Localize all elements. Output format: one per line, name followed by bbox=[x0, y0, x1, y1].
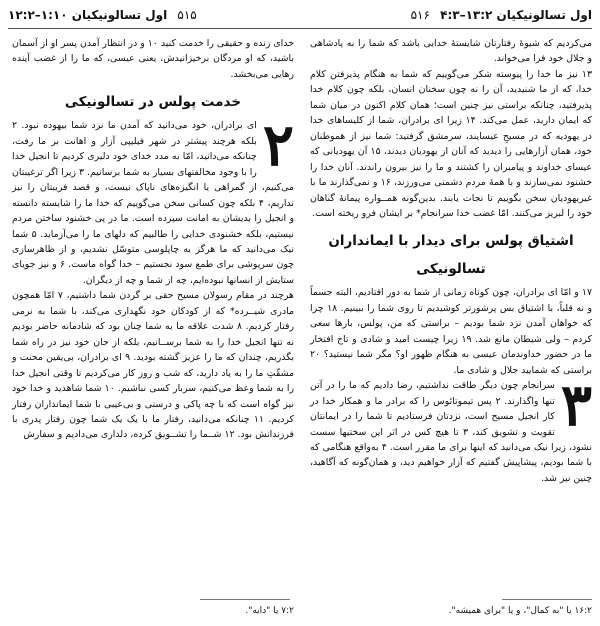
running-header-left bbox=[8, 4, 203, 26]
running-header-right bbox=[405, 4, 592, 26]
chapter-block bbox=[12, 111, 294, 288]
chapter-number: ۲ bbox=[262, 111, 294, 180]
section-heading: خدمت پولس در تسالونیکی bbox=[64, 94, 242, 111]
paragraph: خدای زنده و حقیقی را خدمت کنید ۱۰ و در انتظار آمدن پسر او از آسمان باشید، که او مردگان برخیزانیدش، یعنی عیسی، که ما را از غضب آینده رهایی می‌بخشد. bbox=[12, 38, 294, 80]
page-header bbox=[8, 4, 592, 26]
paragraph: ۱۳ نیز ما خدا را پیوسته شکر می‌گوییم که شما به هنگام پذیرفتن کلام خدا، که از ما شنیدید، آن را نه چون سخنان انسان، بلکه چون کلام خدا پذیرفتید، چنانکه براستی نیز چنین است؛ همان کلام اکنون در میان شما که ایمان دارید، عمل می‌کند. ۱۴ زیرا ای برادران، شما از کلیساهای خدا در یهودیه که در مسیحِ عیسایند، سرمشق گرفتید: شما نیز از هموطنان خود، همان آزارهایی را دیدید که آنان از یهودیان دیدند، ۱۵ آن یهودیانی که عیسای خداوند و پیامبران را کشتند و ما را نیز بیرون راندند. آنان خدا را خشنود نمی‌سازند و با همهٔ مردم دشمنی می‌ورزند، ۱۶ و نمی‌گذارند ما با غیریهودیان سخن بگوییم تا نجات یابند. بدین‌گونه همــواره پیمانهٔ گناهان خود را لبریز می‌کنند. امّا غضب خدا سرانجام* بر ایشان فرو ریخته است. bbox=[310, 68, 592, 219]
footnote: ۷:۲ یا "دایه". bbox=[245, 606, 294, 616]
paragraph: هرچند در مقام رسولان مسیح حقی بر گردن شما داشتیم، ۷ امّا همچون مادری شیــرده* که از کودکان خود نگهداری می‌کند، با شما به نرمی رفتار کردیم. ۸ شدت علاقه ما به شما چنان بود که شادمانه حاضر بودیم نه تنها انجیل خدا را به شما برســانیم، بلکه از جان خود نیز در راه شما بگذریم، چندان که ما را عزیز گشته بودید. ۹ ای برادران، بی‌یقین محنت و مشقّتِ ما را به یاد دارید، که شب و روز کار می‌کردیم تا وقتی انجیل خدا را به شما وعظ می‌کنیم، سربار کسی نباشیم. ۱۰ شما شاهدید و خدا خود نیز گواه است که با چه پاکی و درستی و بی‌عیبی با شما ایمانداران رفتار کردیم. ۱۱ چنانکه می‌دانید، رفتار ما با یک یک شما چون رفتار پدری با فرزندانش بود. ۱۲ شــما را تشــویق کرده، دلداری می‌دادیم و سفارش bbox=[12, 290, 295, 441]
section-heading: اشتیاق پولس برای دیدار با ایمانداران تسالونیکی bbox=[328, 233, 574, 278]
paragraph: می‌کردیم که شیوهٔ رفتارتان شایستهٔ خدایی باشد که شما را به پادشاهی و جلال خود فرا می‌خواند. bbox=[310, 38, 592, 65]
chapter-number: ۳ bbox=[560, 371, 592, 440]
chapter-block bbox=[310, 371, 592, 486]
page-number-left: ۵۱۵ bbox=[177, 8, 197, 22]
paragraph: ۱۷ و امّا ای برادران، چون کوتاه زمانی از شما به دور افتادیم، البته جسماً و نه قلباً، با اشتیاق بس پرشورتر کوشیدیم تا روی شما را ببینیم. ۱۸ چرا که خواهان آمدن نزد شما بودیم – براستی که من، پولس، بارها سعی کردم – ولی شیطان مانع شد. ۱۹ زیرا چیست امید و شادی و تاج افتخار ما در حضور خداوندمان عیسی به هنگام ظهور او؟ مگر شما نیستید؟ ۲۰ براستی که شمایید جلال و شادی ما. bbox=[310, 287, 592, 376]
footnote-rule bbox=[502, 599, 592, 600]
page-number-right: ۵۱۶ bbox=[410, 8, 430, 22]
right-column bbox=[310, 36, 592, 486]
paragraph: سرانجام چون دیگر طاقت نداشتیم، رضا دادیم که ما را در آتن تنها واگذارند. ۲ پس تیموتائوس را که برادر ما و همکار خدا در کار انجیل مسیح است، نزدتان فرستادیم تا شما را در ایمانتان تقویت و تشویق کند، ۳ تا هیچ کس در اثر این سختیها سست نشود، زیرا نیک می‌دانید که اینها برای ما مقرر است. ۴ به‌واقع هنگامی که با شما بودیم، پیشاپیش گفتیم که آزار خواهیم دید، و همان‌گونه که آگاهید، چنین نیز شد. bbox=[310, 380, 592, 484]
footnote: ۱۶:۲ یا "به کمال"، و یا "برای همیشه". bbox=[448, 606, 592, 616]
left-column bbox=[12, 36, 294, 443]
header-right-title: اول تسالونیکیان ۱۳:۲–۴:۳ bbox=[440, 8, 592, 22]
header-left-title: اول تسالونیکیان ۱:۱۰–۱۲:۲ bbox=[8, 8, 168, 22]
header-rule bbox=[8, 28, 592, 29]
footnote-rule bbox=[200, 599, 290, 600]
paragraph: ای برادران، خود می‌دانید که آمدن ما نزد شما بیهوده نبود. ۲ بلکه هرچند پیشتر در شهر فیلیپی آزار و اهانت بر ما رفت، چنانکه می‌دانید، امّا به مدد خدای خود دلیری کردیم تا انجیل خدا را با وجود مخالفتهای بسیار به شما برسانیم. ۳ زیرا اگر ترغیبتان می‌کنیم، از گمراهی یا انگیزه‌های ناپاک نیست، و قصد فریبتان را نیز نداریم، ۴ بلکه چون کسانی سخن می‌گوییم که خدا ما را شایسته دانسته و انجیل را بدیشان به امانت سپرده است. ما در پی خشنود ساختن مردم نیستیم، بلکه خشنودی خدایی را طالبیم که دلهای ما را می‌آزماید. ۵ شما نیک می‌دانید که ما هرگز به چاپلوسی متوسّل نشدیم، و از ظاهرسازی چون سرپوشی برای طمع سود نجستیم – خدا گواه ماست. ۶ و نیز جویای ستایش از انسانها نبوده‌ایم، چه از شما و چه از دیگران. bbox=[12, 120, 294, 286]
